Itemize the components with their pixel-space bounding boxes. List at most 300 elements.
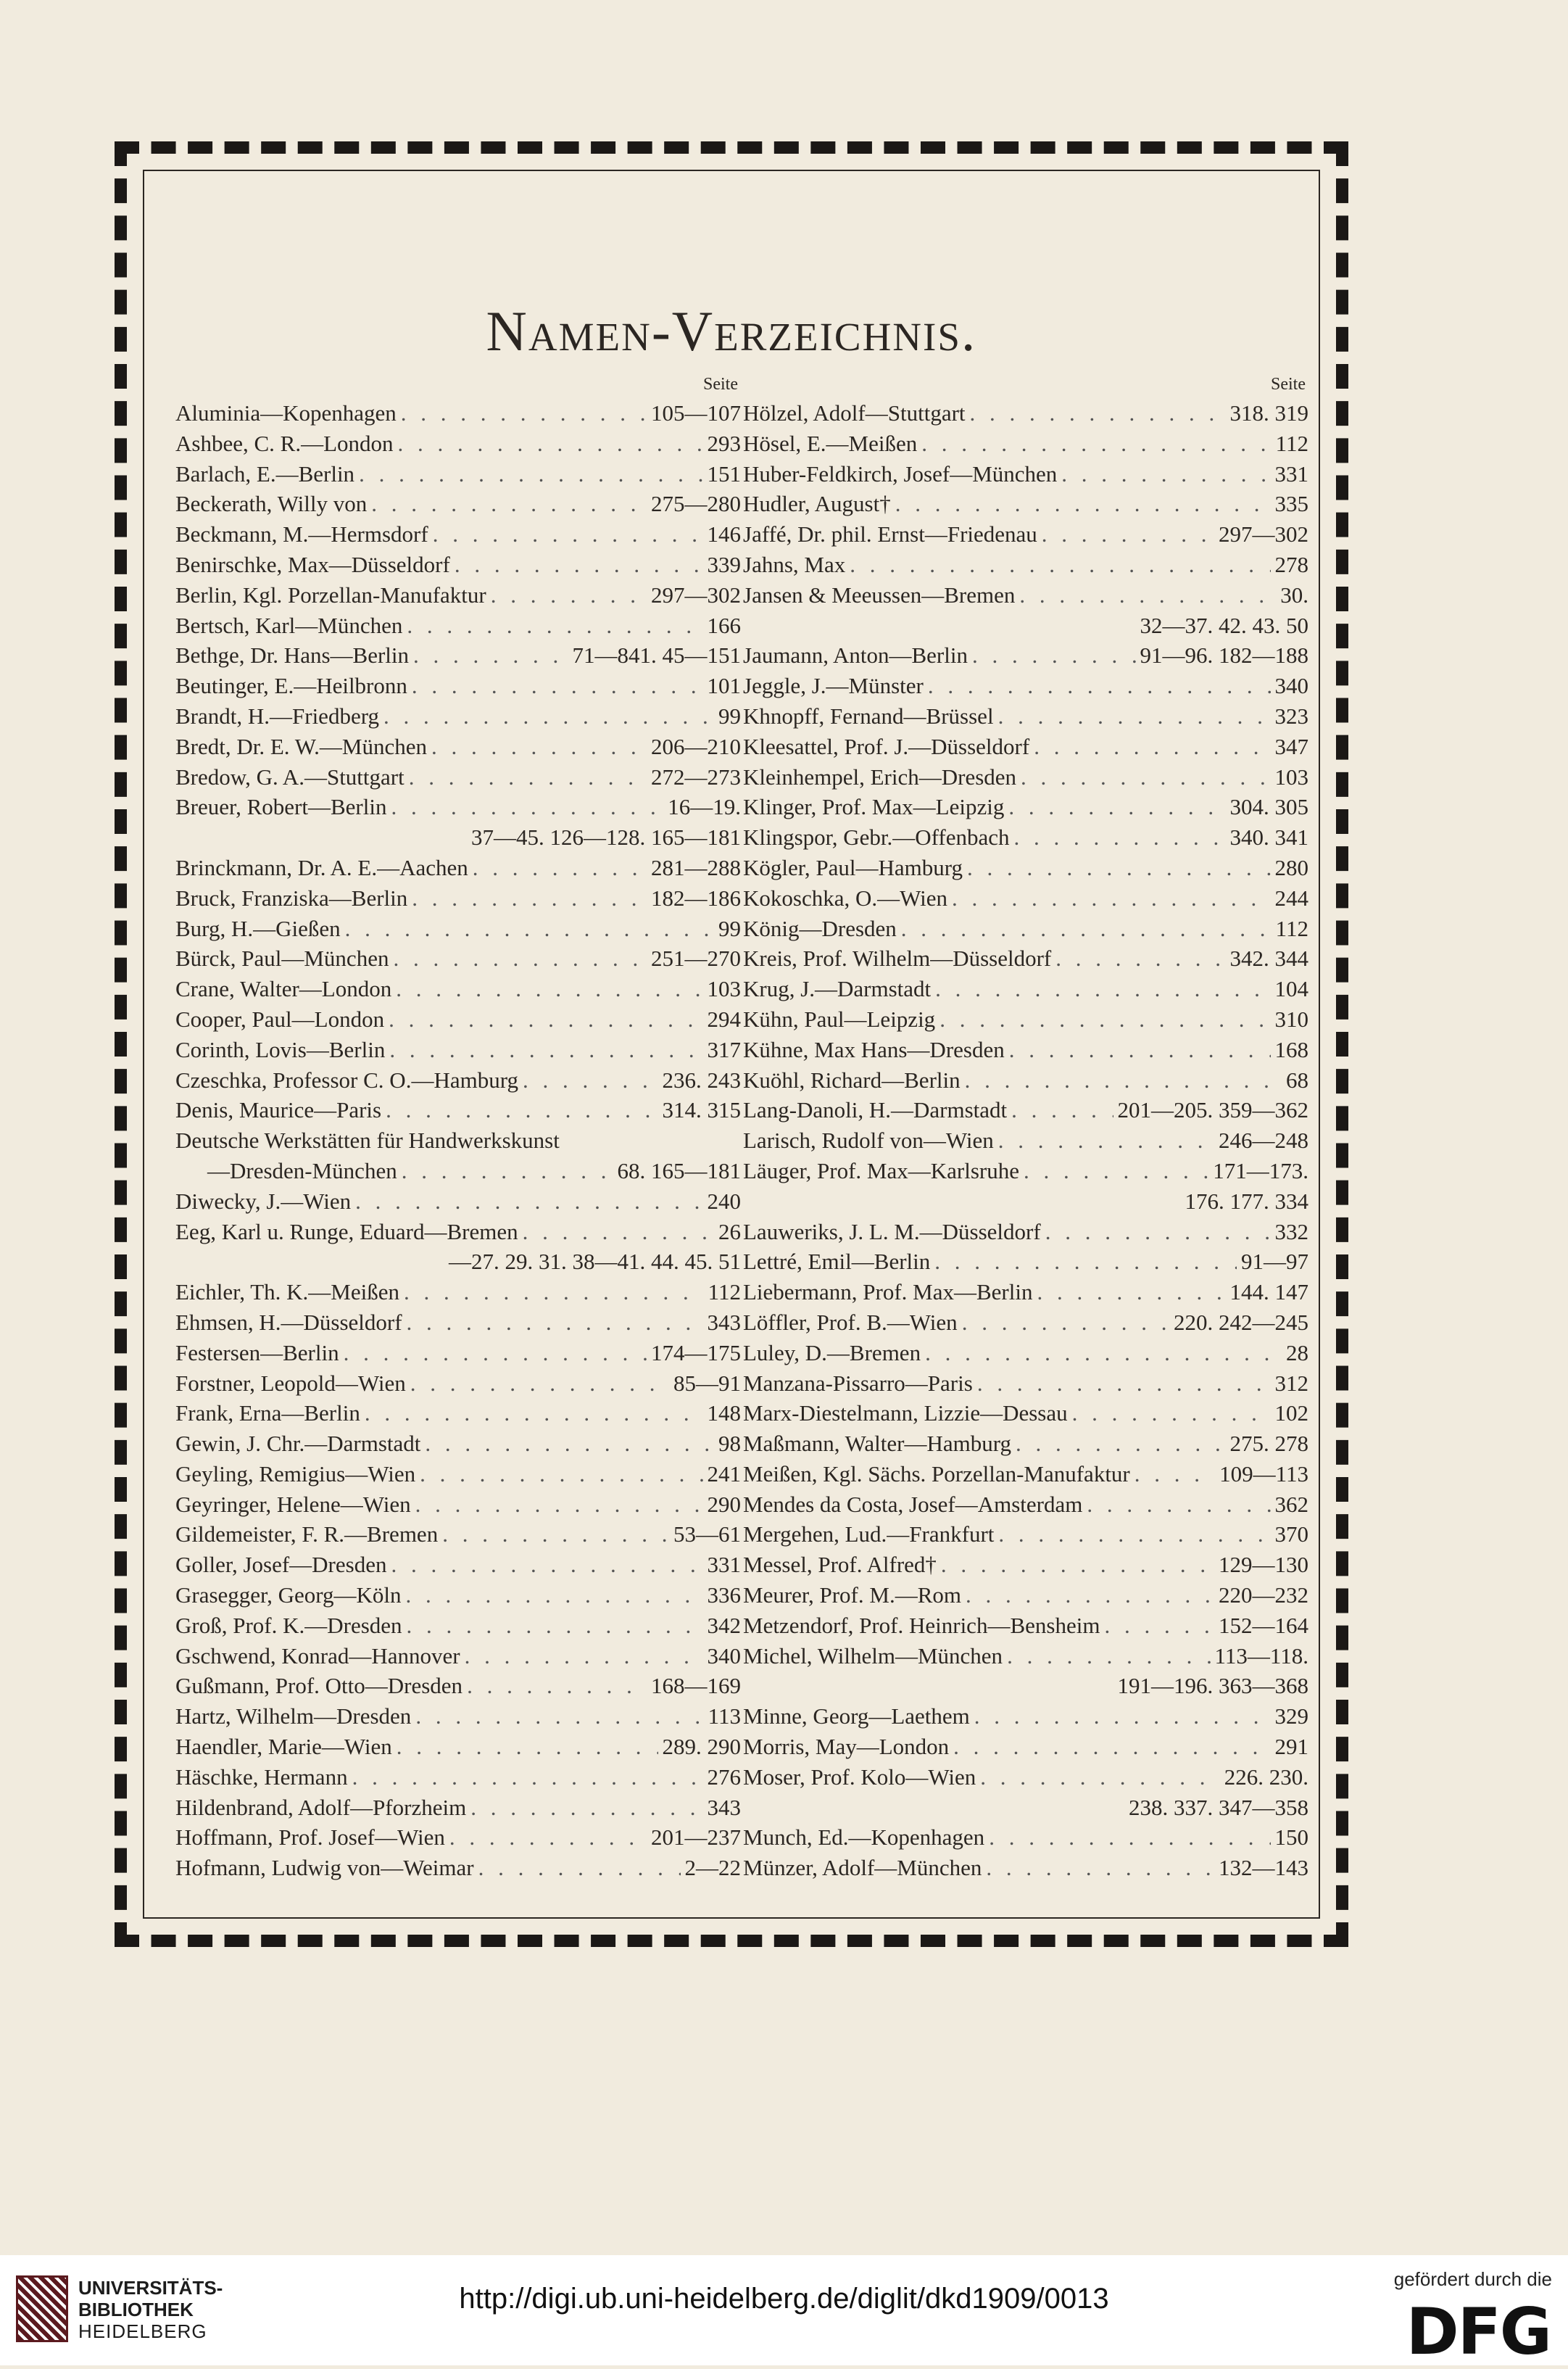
index-entry: [743, 974, 1308, 1004]
index-entry: [175, 550, 741, 580]
index-entry: [743, 1217, 1308, 1247]
entry-pages: 275. 278: [1229, 1431, 1308, 1457]
entry-name: Munch, Ed.—Kopenhagen: [743, 1824, 985, 1851]
index-entry: [175, 1822, 741, 1853]
entry-name: Hölzel, Adolf—Stuttgart: [743, 400, 966, 426]
index-entry: [175, 1580, 741, 1611]
entry-name: Marx-Diestelmann, Lizzie—Dessau: [743, 1400, 1068, 1426]
entry-name: Michel, Wilhelm—München: [743, 1642, 1003, 1669]
entry-name: Münzer, Adolf—München: [743, 1855, 982, 1881]
entry-pages: 85—91: [673, 1370, 741, 1396]
entry-name: Huber-Feldkirch, Josef—München: [743, 460, 1058, 487]
entry-pages: 310: [1274, 1006, 1308, 1032]
dot-leader: [1057, 459, 1270, 489]
entry-pages: 112: [1275, 915, 1308, 941]
index-entry: [743, 429, 1308, 459]
index-entry: [175, 489, 741, 519]
entry-pages: 332: [1274, 1218, 1308, 1244]
library-name-line: BIBLIOTHEK: [78, 2299, 194, 2320]
entry-pages: 166: [707, 612, 741, 638]
entry-pages: 297—302: [651, 582, 741, 608]
entry-name: Mergehen, Lud.—Frankfurt: [743, 1521, 995, 1547]
dot-leader: [984, 1822, 1270, 1853]
index-entry: [743, 1095, 1308, 1125]
entry-pages: 290: [707, 1491, 741, 1517]
entry-name: Hofmann, Ludwig von—Weimar: [175, 1855, 474, 1881]
index-entry: [175, 1095, 741, 1125]
index-entry: [175, 762, 741, 793]
index-entry: [175, 1246, 741, 1277]
entry-name: Eichler, Th. K.—Meißen: [175, 1279, 399, 1305]
dot-leader: [406, 1368, 669, 1399]
entry-name: Bethge, Dr. Hans—Berlin: [175, 642, 410, 669]
dot-leader: [462, 1671, 647, 1701]
entry-pages: 91—96. 182—188: [1140, 642, 1308, 669]
entry-pages: 329: [1274, 1703, 1308, 1729]
entry-name: Lang-Danoli, H.—Darmstadt: [743, 1097, 1008, 1123]
entry-name: Beckmann, M.—Hermsdorf: [175, 521, 428, 547]
library-name-line: UNIVERSITÄTS-: [78, 2277, 223, 2299]
entry-name: Jansen & Meeussen—Bremen: [743, 582, 1016, 608]
entry-name: Läuger, Prof. Max—Karlsruhe: [743, 1157, 1019, 1183]
entry-name: Jaffé, Dr. phil. Ernst—Friedenau: [743, 521, 1037, 547]
page-title: Namen-Verzeichnis.: [486, 299, 977, 363]
seite-label: Seite: [1271, 375, 1306, 394]
entry-pages: 281—288: [651, 854, 741, 880]
dot-leader: [966, 398, 1226, 429]
dot-leader: [460, 1641, 703, 1671]
entry-pages: 317: [707, 1036, 741, 1062]
entry-pages: 16—19.: [668, 794, 741, 820]
dot-leader: [1041, 1217, 1271, 1247]
entry-pages: 339: [707, 551, 741, 577]
entry-pages: 2—22: [684, 1855, 741, 1881]
entry-pages: 347: [1274, 733, 1308, 759]
entry-name: Luley, D.—Bremen: [743, 1339, 921, 1365]
entry-pages: 152—164: [1219, 1612, 1308, 1638]
entry-name: Hoffmann, Prof. Josef—Wien: [175, 1824, 445, 1851]
dot-leader: [976, 1762, 1220, 1793]
entry-name: Frank, Erna—Berlin: [175, 1400, 360, 1426]
entry-pages: 291: [1274, 1734, 1308, 1760]
index-entry: [743, 1307, 1308, 1338]
dot-leader: [963, 853, 1271, 883]
dot-leader: [411, 1489, 703, 1520]
index-entry: [175, 853, 741, 883]
dot-leader: [1004, 792, 1225, 822]
entry-name: Cooper, Paul—London: [175, 1006, 385, 1032]
entry-name: Grasegger, Georg—Köln: [175, 1582, 402, 1608]
entry-name: Denis, Maurice—Paris: [175, 1097, 382, 1123]
dot-leader: [427, 732, 647, 762]
entry-name: König—Dresden: [743, 915, 897, 941]
index-entry: [175, 1035, 741, 1065]
dot-leader: [367, 489, 647, 519]
dot-leader: [348, 1762, 703, 1793]
entry-pages: 370: [1274, 1521, 1308, 1547]
entry-pages: 102: [1274, 1400, 1308, 1426]
index-entry: [743, 1004, 1308, 1035]
index-entry: [175, 1611, 741, 1641]
dot-leader: [386, 792, 663, 822]
entry-name: Forstner, Leopold—Wien: [175, 1370, 406, 1396]
dot-leader: [1015, 580, 1276, 611]
dot-leader: [354, 459, 702, 489]
index-entry: [175, 1732, 741, 1762]
dot-leader: [958, 1307, 1169, 1338]
index-entry: [743, 1429, 1308, 1459]
entry-name: Bertsch, Karl—München: [175, 612, 403, 638]
entry-pages: 343: [707, 1309, 741, 1335]
entry-pages: 176. 177. 334: [1185, 1188, 1308, 1214]
entry-name: Ashbee, C. R.—London: [175, 430, 394, 456]
dot-leader: [391, 974, 702, 1004]
entry-name: Barlach, E.—Berlin: [175, 460, 355, 487]
entry-pages: 201—205. 359—362: [1117, 1097, 1308, 1123]
entry-pages: 362: [1274, 1491, 1308, 1517]
entry-name: Hudler, August†: [743, 491, 891, 517]
index-entry: [743, 1186, 1308, 1217]
entry-name: Meißen, Kgl. Sächs. Porzellan-Manufaktur: [743, 1460, 1130, 1487]
entry-name: Groß, Prof. K.—Dresden: [175, 1612, 402, 1638]
entry-name: Klingspor, Gebr.—Offenbach: [743, 824, 1010, 851]
index-list-left: [175, 398, 741, 1883]
entry-name: Löffler, Prof. B.—Wien: [743, 1309, 958, 1335]
index-entry: [743, 1065, 1308, 1096]
entry-pages: 37—45. 126—128. 165—181: [471, 824, 741, 851]
index-entry: [743, 1671, 1308, 1701]
entry-pages: 241: [707, 1460, 741, 1487]
index-entry: [175, 640, 741, 671]
dot-leader: [474, 1853, 681, 1883]
entry-name: Geyringer, Helene—Wien: [175, 1491, 411, 1517]
entry-name: Krug, J.—Darmstadt: [743, 976, 932, 1002]
dot-leader: [518, 1065, 658, 1096]
dot-leader: [407, 883, 647, 914]
index-entry: [743, 580, 1308, 611]
dot-leader: [385, 1035, 702, 1065]
dot-leader: [1019, 1156, 1208, 1186]
dot-leader: [405, 762, 647, 793]
entry-pages: 68: [1286, 1067, 1308, 1093]
dot-leader: [466, 1793, 702, 1823]
entry-pages: 240: [707, 1188, 741, 1214]
dot-leader: [937, 1550, 1214, 1580]
entry-name: Kühn, Paul—Leipzig: [743, 1006, 936, 1032]
index-entry: [175, 1762, 741, 1793]
index-entry: [175, 1793, 741, 1823]
index-entry: [175, 974, 741, 1004]
entry-pages: 101: [707, 673, 741, 699]
dot-leader: [399, 1277, 704, 1307]
index-entry: [743, 1035, 1308, 1065]
index-entry: [743, 1246, 1308, 1277]
entry-name: Gußmann, Prof. Otto—Dresden: [175, 1673, 463, 1699]
index-entry: [743, 883, 1308, 914]
entry-pages: 99: [718, 703, 741, 729]
dot-leader: [415, 1459, 702, 1489]
entry-pages: 238. 337. 347—358: [1129, 1794, 1308, 1820]
index-entry: [743, 671, 1308, 701]
entry-name: Berlin, Kgl. Porzellan-Manufaktur: [175, 582, 486, 608]
index-entry: [743, 459, 1308, 489]
dot-leader: [420, 1429, 714, 1459]
page-border: [115, 141, 1348, 1947]
dot-leader: [994, 1519, 1270, 1550]
dot-leader: [1130, 1459, 1215, 1489]
entry-name: Messel, Prof. Alfred†: [743, 1552, 937, 1578]
entry-name: Lettré, Emil—Berlin: [743, 1249, 931, 1275]
dot-leader: [982, 1853, 1214, 1883]
index-entry: [175, 671, 741, 701]
entry-pages: 168: [1274, 1036, 1308, 1062]
entry-name: Crane, Walter—London: [175, 976, 392, 1002]
index-list-right: [743, 398, 1308, 1883]
entry-name: Moser, Prof. Kolo—Wien: [743, 1764, 976, 1790]
index-entry: [175, 1065, 741, 1096]
entry-pages: 53—61: [673, 1521, 741, 1547]
dot-leader: [402, 1580, 703, 1611]
entry-pages: 28: [1286, 1339, 1308, 1365]
entry-pages: 91—97: [1241, 1249, 1308, 1275]
seite-label: Seite: [703, 375, 738, 394]
entry-pages: 272—273: [651, 764, 741, 790]
index-entry: [743, 1368, 1308, 1399]
dot-leader: [1003, 1641, 1210, 1671]
entry-name: Bürck, Paul—München: [175, 946, 389, 972]
index-entry: [175, 1307, 741, 1338]
index-entry: [175, 1489, 741, 1520]
index-entry: [175, 1186, 741, 1217]
index-entry: [743, 640, 1308, 671]
entry-name: Jahns, Max: [743, 551, 846, 577]
entry-name: Jaumann, Anton—Berlin: [743, 642, 968, 669]
entry-pages: 148: [707, 1400, 741, 1426]
entry-pages: 182—186: [651, 885, 741, 911]
index-entry: [175, 1459, 741, 1489]
dot-leader: [341, 914, 714, 944]
entry-name: Gewin, J. Chr.—Darmstadt: [175, 1431, 421, 1457]
dot-leader: [1100, 1611, 1214, 1641]
source-url-link[interactable]: http://digi.ub.uni-heidelberg.de/diglit/dkd1909/0013: [459, 2283, 1109, 2315]
entry-pages: 68. 165—181: [617, 1157, 741, 1183]
dot-leader: [394, 429, 703, 459]
entry-pages: 340. 341: [1229, 824, 1308, 851]
entry-pages: 109—113: [1219, 1460, 1308, 1487]
entry-name: Corinth, Lovis—Berlin: [175, 1036, 386, 1062]
entry-name: Kokoschka, O.—Wien: [743, 885, 947, 911]
entry-pages: 342: [707, 1612, 741, 1638]
dot-leader: [384, 1004, 702, 1035]
entry-pages: 318. 319: [1229, 400, 1308, 426]
index-entry: [743, 1762, 1308, 1793]
index-column-right: [743, 375, 1308, 1883]
entry-name: Morris, May—London: [743, 1734, 950, 1760]
index-entry: [743, 1822, 1308, 1853]
entry-name: Hartz, Wilhelm—Dresden: [175, 1703, 412, 1729]
entry-pages: 336: [707, 1582, 741, 1608]
dot-leader: [935, 1004, 1270, 1035]
index-column-left: [175, 375, 741, 1883]
dot-leader: [968, 640, 1136, 671]
dot-leader: [970, 1701, 1271, 1732]
dot-leader: [486, 580, 647, 611]
entry-pages: 104: [1274, 976, 1308, 1002]
entry-pages: 174—175: [651, 1339, 741, 1365]
entry-name: Czeschka, Professor C. O.—Hamburg: [175, 1067, 518, 1093]
entry-pages: 191—196. 363—368: [1117, 1673, 1308, 1699]
entry-name: Kuöhl, Richard—Berlin: [743, 1067, 961, 1093]
dot-leader: [381, 1095, 658, 1125]
entry-pages: 293: [707, 430, 741, 456]
entry-name: Liebermann, Prof. Max—Berlin: [743, 1279, 1033, 1305]
entry-name: Burg, H.—Gießen: [175, 915, 341, 941]
entry-pages: 105—107: [651, 400, 741, 426]
index-entry: [175, 1125, 741, 1156]
entry-pages: 304. 305: [1229, 794, 1308, 820]
index-entry: [743, 1732, 1308, 1762]
dot-leader: [445, 1822, 647, 1853]
dot-leader: [397, 398, 647, 429]
entry-name: Bredow, G. A.—Stuttgart: [175, 764, 405, 790]
entry-pages: 297—302: [1219, 521, 1308, 547]
index-entry: [743, 398, 1308, 429]
entry-name: Haendler, Marie—Wien: [175, 1734, 392, 1760]
dot-leader: [402, 1307, 703, 1338]
entry-pages: 312: [1274, 1370, 1308, 1396]
entry-name: Minne, Georg—Laethem: [743, 1703, 970, 1729]
entry-name: Aluminia—Kopenhagen: [175, 400, 397, 426]
index-entry: [175, 792, 741, 822]
entry-name: Brandt, H.—Friedberg: [175, 703, 379, 729]
entry-name: Larisch, Rudolf von—Wien: [743, 1128, 994, 1154]
entry-name: Kühne, Max Hans—Dresden: [743, 1036, 1005, 1062]
index-entry: [175, 822, 741, 853]
index-entry: [175, 1641, 741, 1671]
entry-pages: 289. 290: [662, 1734, 741, 1760]
index-entry: [743, 1277, 1308, 1307]
entry-pages: 314. 315: [662, 1097, 741, 1123]
entry-name: Festersen—Berlin: [175, 1339, 339, 1365]
index-entry: [175, 914, 741, 944]
entry-name: Breuer, Robert—Berlin: [175, 794, 387, 820]
index-entry: [175, 1550, 741, 1580]
index-entry: [175, 611, 741, 641]
dot-leader: [961, 1580, 1214, 1611]
entry-name: Jeggle, J.—Münster: [743, 673, 924, 699]
index-entry: [175, 429, 741, 459]
index-entry: [743, 1156, 1308, 1186]
index-entry: [175, 1156, 741, 1186]
entry-pages: 30.: [1280, 582, 1308, 608]
entry-pages: 129—130: [1219, 1552, 1308, 1578]
index-entry: [743, 1793, 1308, 1823]
entry-pages: 32—37. 42. 43. 50: [1140, 612, 1308, 638]
entry-pages: 206—210: [651, 733, 741, 759]
entry-pages: 244: [1274, 885, 1308, 911]
entry-pages: —27. 29. 31. 38—41. 44. 45. 51: [449, 1249, 741, 1275]
index-entry: [175, 1277, 741, 1307]
entry-pages: 113—118.: [1214, 1642, 1308, 1669]
dot-leader: [402, 611, 702, 641]
entry-pages: 146: [707, 521, 741, 547]
entry-pages: 335: [1274, 491, 1308, 517]
index-entry: [743, 611, 1308, 641]
entry-pages: 323: [1274, 703, 1308, 729]
entry-name: Kleesattel, Prof. J.—Düsseldorf: [743, 733, 1030, 759]
dot-leader: [930, 1246, 1237, 1277]
index-entry: [175, 398, 741, 429]
entry-pages: 220. 242—245: [1174, 1309, 1308, 1335]
entry-pages: 112: [1275, 430, 1308, 456]
digitization-footer: [0, 2255, 1568, 2369]
dot-leader: [924, 671, 1271, 701]
entry-name: Diwecky, J.—Wien: [175, 1188, 352, 1214]
dot-leader: [397, 1156, 613, 1186]
dot-leader: [961, 1065, 1282, 1096]
entry-pages: 342. 344: [1229, 946, 1308, 972]
entry-name: Brinckmann, Dr. A. E.—Aachen: [175, 854, 468, 880]
index-entry: [175, 1217, 741, 1247]
index-entry: [743, 1398, 1308, 1429]
index-entry: [175, 1004, 741, 1035]
dot-leader: [379, 701, 714, 732]
dot-leader: [392, 1732, 658, 1762]
entry-name: Maßmann, Walter—Hamburg: [743, 1431, 1012, 1457]
dot-leader: [931, 974, 1270, 1004]
index-entry: [175, 580, 741, 611]
entry-pages: 150: [1274, 1824, 1308, 1851]
dot-leader: [389, 943, 647, 974]
entry-name: Metzendorf, Prof. Heinrich—Bensheim: [743, 1612, 1100, 1638]
entry-pages: 99: [718, 915, 741, 941]
dot-leader: [897, 914, 1272, 944]
entry-name: Geyling, Remigius—Wien: [175, 1460, 416, 1487]
dot-leader: [921, 1338, 1282, 1368]
dot-leader: [947, 883, 1271, 914]
entry-name: Benirschke, Max—Düsseldorf: [175, 551, 450, 577]
dot-leader: [994, 1125, 1214, 1156]
entry-pages: 144. 147: [1229, 1279, 1308, 1305]
index-entry: [175, 701, 741, 732]
index-entry: [743, 1338, 1308, 1368]
dot-leader: [1016, 762, 1270, 793]
entry-pages: 236. 243: [662, 1067, 741, 1093]
entry-pages: 112: [708, 1279, 741, 1305]
entry-name: Ehmsen, H.—Düsseldorf: [175, 1309, 402, 1335]
dot-leader: [409, 640, 568, 671]
entry-pages: 226. 230.: [1224, 1764, 1308, 1790]
dot-leader: [450, 550, 703, 580]
dot-leader: [917, 429, 1271, 459]
dot-leader: [891, 489, 1271, 519]
dot-leader: [1005, 1035, 1271, 1065]
entry-name: Goller, Josef—Dresden: [175, 1552, 387, 1578]
entry-pages: 276: [707, 1764, 741, 1790]
index-entry: [175, 1671, 741, 1701]
dot-leader: [1032, 1277, 1225, 1307]
dfg-logo: DFG: [1406, 2294, 1551, 2369]
entry-name: Meurer, Prof. M.—Rom: [743, 1582, 961, 1608]
dot-leader: [973, 1368, 1271, 1399]
entry-name: Bredt, Dr. E. W.—München: [175, 733, 427, 759]
dot-leader: [1007, 1095, 1113, 1125]
index-entry: [175, 1338, 741, 1368]
dot-leader: [360, 1398, 703, 1429]
index-entry: [175, 1519, 741, 1550]
dot-leader: [402, 1611, 703, 1641]
entry-pages: 340: [1274, 673, 1308, 699]
